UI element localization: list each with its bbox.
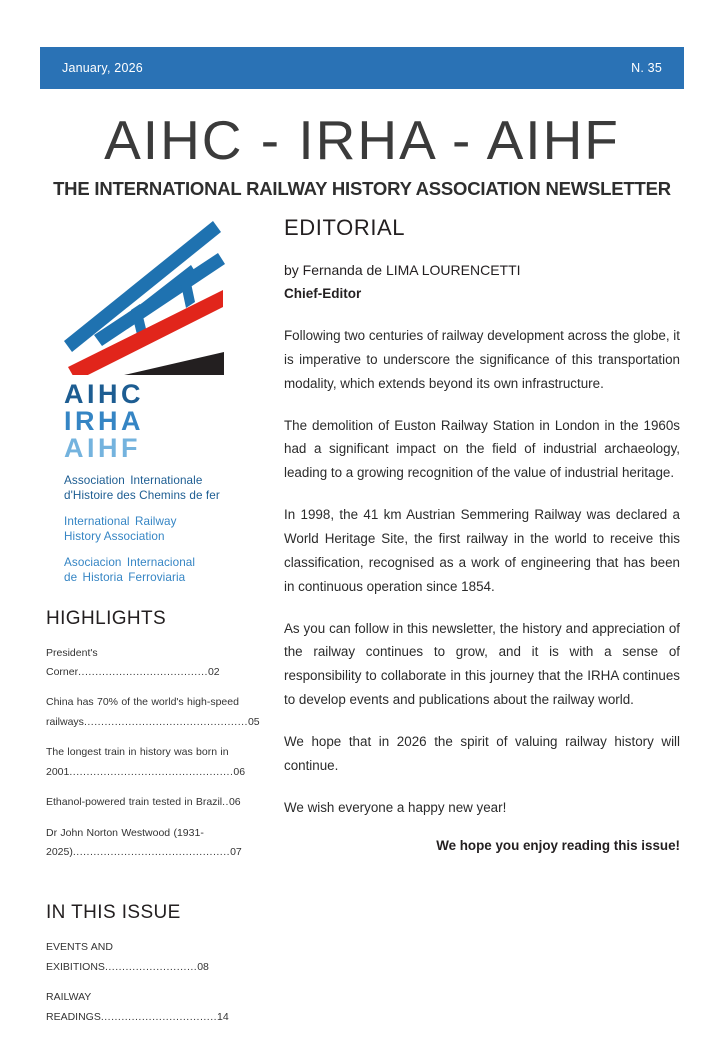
editorial-byline: by Fernanda de LIMA LOURENCETTI xyxy=(284,262,521,278)
dot-leader: ........................... xyxy=(104,960,198,973)
issue-item-title: EVENTS AND EXIBITIONS xyxy=(46,941,113,973)
organization-name-spanish-line1: Asociacion Internacional xyxy=(64,555,196,569)
editorial-paragraph: In 1998, the 41 km Austrian Semmering Railway was declared a World Heritage Site, the first railway in the world to receive this classification, recognised as a work of engineering that has been in continuous operation since 1854. xyxy=(284,507,680,594)
issue-header-bar xyxy=(40,47,684,89)
list-item[interactable] xyxy=(46,988,272,1027)
highlight-title: President's Corner xyxy=(46,646,98,679)
dot-leader: ................................................ xyxy=(69,765,234,778)
list-item[interactable] xyxy=(46,644,272,683)
acronym-aihc: AIHC xyxy=(64,379,144,409)
organization-name-spanish-line2: de Historia Ferroviaria xyxy=(64,571,186,585)
editorial-heading: EDITORIAL xyxy=(284,215,406,240)
in-this-issue-list xyxy=(46,938,272,1027)
highlight-page: 05 xyxy=(247,715,260,728)
list-item[interactable] xyxy=(46,693,272,732)
organization-name-english-line1: International Railway xyxy=(64,514,177,528)
acronym-irha: IRHA xyxy=(64,406,144,436)
dot-leader: ................................................ xyxy=(83,715,248,728)
list-item[interactable] xyxy=(46,793,272,812)
issue-number: N. 35 xyxy=(631,61,662,75)
editorial-paragraph: Following two centuries of railway development across the globe, it is imperative to underscore the significance of this transportation modality, which extends beyond its own infrastructure. xyxy=(284,328,680,391)
organization-name-english-line2: History Association xyxy=(64,530,165,544)
editorial-paragraph: We hope that in 2026 the spirit of valuing railway history will continue. xyxy=(284,734,680,773)
masthead-subtitle: THE INTERNATIONAL RAILWAY HISTORY ASSOCIATION NEWSLETTER xyxy=(53,177,671,199)
issue-date: January, 2026 xyxy=(62,61,143,75)
dot-leader: .............................................. xyxy=(72,846,231,858)
editorial-paragraph: The demolition of Euston Railway Station in London in the 1960s had a significant impact on the field of industrial archaeology, leading to a growing recognition of the value of industrial heritage. xyxy=(284,417,680,481)
highlights-heading: HIGHLIGHTS xyxy=(46,607,167,629)
page-title: AIHC - IRHA - AIHF xyxy=(104,109,620,171)
organization-logo xyxy=(58,215,230,375)
organization-names xyxy=(64,473,272,586)
editorial-paragraph: As you can follow in this newsletter, the history and appreciation of the railway continues to grow, and it is with a sense of responsibility to collaborate in this journey that the IRHA continues to develop events and publications about the railway world. xyxy=(284,620,680,708)
newsletter-body xyxy=(0,215,724,1024)
list-item[interactable] xyxy=(46,743,272,782)
organization-name-english xyxy=(64,514,272,545)
highlight-title: China has 70% of the world's high-speed railways xyxy=(46,696,239,728)
highlight-title: The longest train in history was born in 2001 xyxy=(46,746,229,778)
highlight-page: 02 xyxy=(207,666,220,679)
railway-bridge-logo-icon xyxy=(58,215,230,375)
logo-acronym-stack xyxy=(64,381,272,462)
dot-leader: ...................................... xyxy=(78,666,208,679)
highlights-list xyxy=(46,644,272,863)
acronym-aihf: AIHF xyxy=(64,433,141,463)
issue-item-title: RAILWAY READINGS xyxy=(46,991,101,1023)
issue-item-page: 08 xyxy=(197,960,209,973)
organization-name-french-line2: d'Histoire des Chemins de fer xyxy=(64,489,220,503)
highlight-page: 06 xyxy=(233,765,246,778)
list-item[interactable] xyxy=(46,938,272,977)
editorial-closing: We hope you enjoy reading this issue! xyxy=(436,837,680,853)
editorial-column xyxy=(284,215,680,853)
organization-name-spanish xyxy=(64,555,272,586)
organization-name-french xyxy=(64,473,272,504)
masthead xyxy=(0,109,724,200)
dot-leader: .. xyxy=(222,796,229,809)
highlight-title: Dr John Norton Westwood (1931-2025) xyxy=(46,826,204,858)
issue-item-page: 14 xyxy=(217,1010,229,1023)
dot-leader: .................................. xyxy=(100,1010,218,1023)
list-item[interactable] xyxy=(46,824,272,863)
editorial-paragraph: We wish everyone a happy new year! xyxy=(284,799,507,815)
highlight-page: 06 xyxy=(228,796,241,809)
highlight-page: 07 xyxy=(230,846,242,858)
organization-name-french-line1: Association Internationale xyxy=(64,474,203,487)
editorial-role: Chief-Editor xyxy=(284,286,362,301)
sidebar-column xyxy=(40,215,272,1038)
highlight-title: Ethanol-powered train tested in Brazil xyxy=(46,796,223,809)
in-this-issue-heading: IN THIS ISSUE xyxy=(46,902,181,924)
